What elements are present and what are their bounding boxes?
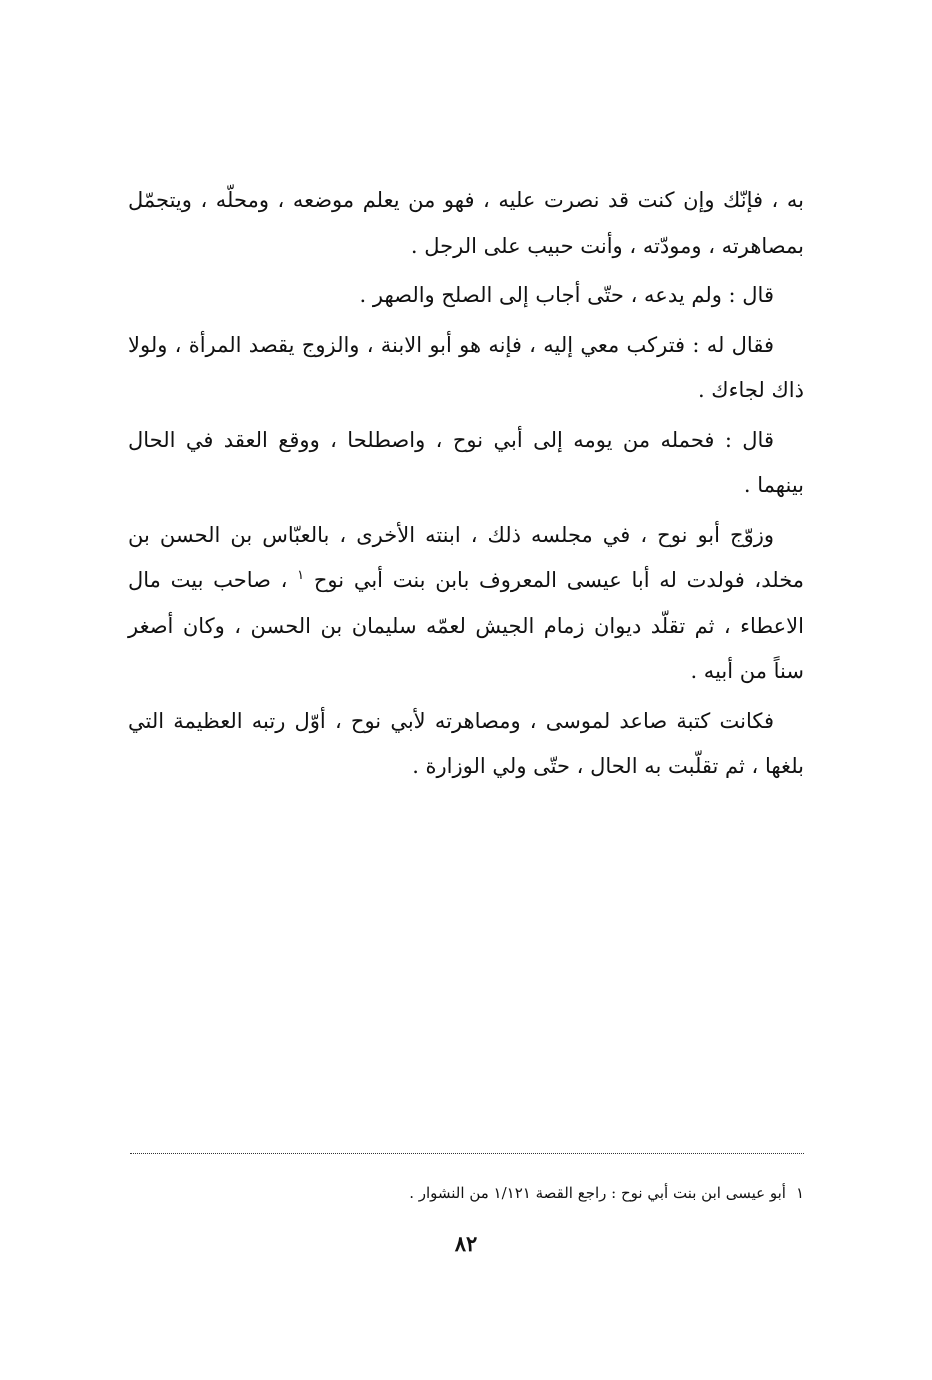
footnote	[128, 1181, 804, 1205]
paragraph-fakanat: فكانت كتبة صاعد لموسى ، ومصاهرته لأبي نوح ، أوّل رتبه العظيمة التي بلغها ، ثم تقلّبت به الحال ، حتّى ولي الوزارة .	[128, 708, 804, 778]
footnote-number: ١	[795, 1184, 804, 1202]
paragraph-zawwaj-text-after: ، صاحب بيت مال الاعطاء ، ثم تقلّد ديوان زمام الجيش لعمّه سليمان بن الحسن ، وكان أصغر سناً من أبيه .	[128, 568, 804, 683]
page-number: ٨٢	[454, 1231, 478, 1256]
paragraph-qala-1: قال : ولم يدعه ، حتّى أجاب إلى الصلح والصهر .	[359, 283, 774, 307]
paragraph-zawwaj	[128, 513, 804, 695]
paragraph-continuation: به ، فإنّك وإن كنت قد نصرت عليه ، فهو من يعلم موضعه ، ومحلّه ، ويتجمّل بمصاهرته ، ومودّته ، وأنت حبيب على الرجل .	[128, 188, 804, 258]
footnote-text: أبو عيسى ابن بنت أبي نوح : راجع القصة ١/١٢١ من النشوار .	[409, 1184, 786, 1202]
main-text	[128, 178, 804, 794]
paragraph-qala-2: قال : فحمله من يومه إلى أبي نوح ، واصطلحا ، ووقع العقد في الحال بينهما .	[128, 427, 804, 497]
footnote-marker: ١	[297, 568, 305, 583]
footnote-divider	[130, 1153, 804, 1154]
paragraph-zawwaj-text-before: وزوّج أبو نوح ، في مجلسه ذلك ، ابنته الأخرى ، بالعبّاس بن الحسن بن مخلد، فولدت له أبا عيسى المعروف بابن بنت أبي نوح	[128, 522, 804, 592]
paragraph-faqala: فقال له : فتركب معي إليه ، فإنه هو أبو الابنة ، والزوج يقصد المرأة ، ولولا ذاك لجاءك .	[128, 332, 804, 402]
